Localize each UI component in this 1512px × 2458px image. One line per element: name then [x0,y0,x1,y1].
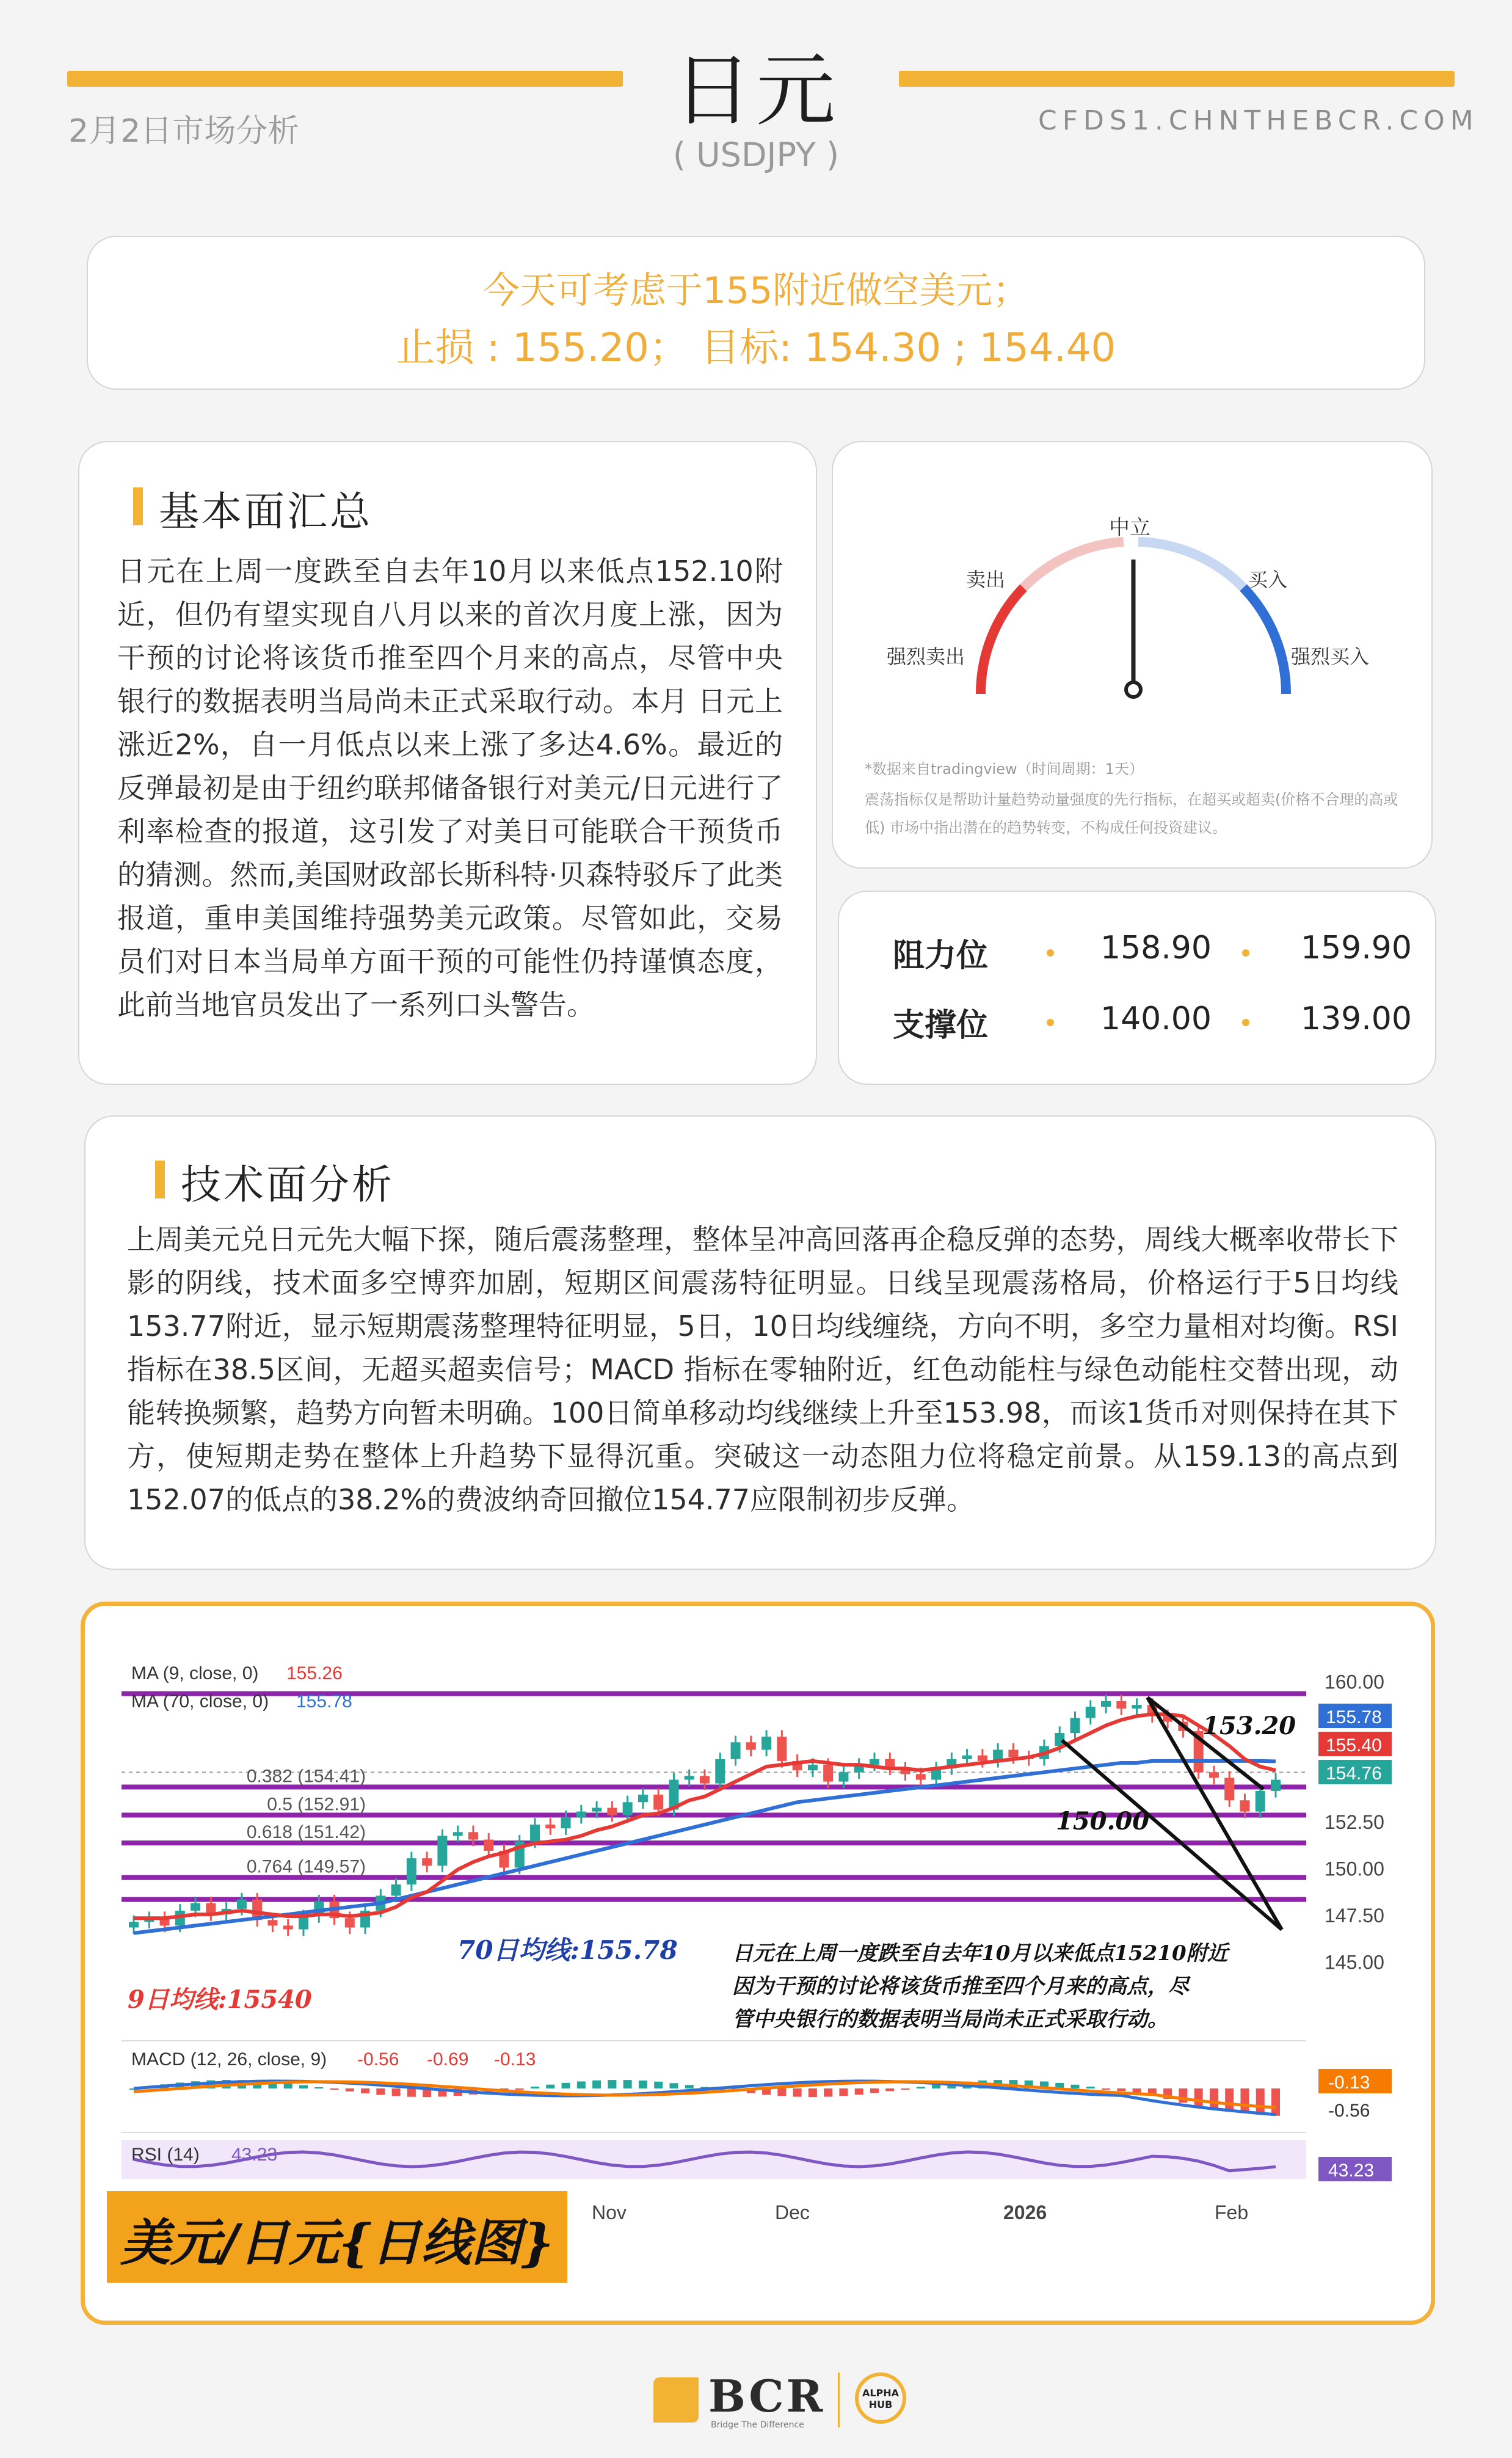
candle-body [468,1832,478,1839]
gauge-label-strong-sell: 强烈卖出 [887,645,965,668]
bcr-logo-icon [653,2377,699,2423]
macd-bar [777,2088,786,2096]
candle-body [1070,1718,1080,1734]
trade-box [87,236,1425,390]
candle-body [731,1742,741,1759]
candle-body [916,1774,926,1779]
macd-bar [1225,2088,1234,2111]
macd-value-3: -0.13 [494,2049,536,2070]
fundamental-title: 基本面汇总 [159,479,373,537]
macd-bar [793,2088,802,2097]
rsi-label: RSI (14) [131,2145,200,2165]
alpha-hub-text-2: HUB [868,2399,893,2410]
resistance-1: 158.90 [1100,930,1212,966]
site-url: CFDS1.CHNTHEBCR.COM [1038,105,1479,136]
candle-body [191,1903,200,1911]
header-bar-right [899,71,1455,87]
chart-title-box [107,2191,567,2283]
gauge-arc-red [981,588,1023,694]
macd-bar [562,2083,570,2088]
candle-body [1008,1750,1018,1757]
gauge-arc-blue [1243,588,1286,694]
technical-card [84,1115,1436,1570]
candle-body [1086,1707,1096,1718]
ma9-legend: MA (9, close, 0) [131,1663,259,1683]
ma70-note: 70日均线:155.78 [457,1935,678,1965]
chart-note-line-3: 管中央银行的数据表明当局尚未正式采取行动。 [732,2007,1168,2032]
macd-bar [885,2088,894,2091]
candle-body [1101,1701,1111,1707]
resistance-label: 阻力位 [893,938,989,974]
candle-body [453,1832,463,1836]
alpha-hub-icon [855,2372,906,2424]
candle-body [870,1759,879,1765]
macd-bar [685,2085,694,2088]
technical-text: 上周美元兑日元先大幅下探，随后震荡整理，整体呈冲高回落再企稳反弹的态势，周线大概率收带长下影的阴线，技术面多空博弈加剧，短期区间震荡特征明显。日线呈现震荡格局，价格运行于5日均线153.77附近，显示短期震荡整理特征明显，5日，10日均线缠绕，方向不明，多空力量相对均衡。RSI指标在38.5区间，无超买超卖信号；MACD 指标在零轴附近，红色动能柱与绿色动能柱交替出现，动能转换频繁，趋势方向暂未明确。100日简单移动均线继续上升至153.98，而该1货币对则保持在其下方，使短期走势在整体上升趋势下显得沉重。突破这一动态阻力位将稳定前景。从159.13的高点到152.07的低点的38.2%的费波纳奇回撤位154.77应限制初步反弹。 [127,1223,1398,1516]
page-title: 日元 [672,44,839,137]
macd-bar [932,2085,940,2088]
fundamental-card [78,441,817,1085]
candle-body [437,1836,447,1865]
macd-bar [376,2088,385,2095]
macd-bar [592,2081,601,2088]
candle-body [700,1776,710,1783]
trade-line-1: 今天可考虑于155附近做空美元； [482,269,1030,312]
bullet-dot [1047,949,1054,957]
macd-bar [407,2088,416,2097]
fundamental-text: 日元在上周一度跌至自去年10月以来低点152.10附近，但仍有望实现自八月以来的首次月度上涨，因为干预的讨论将该货币推至四个月来的高点，尽管中央银行的数据表明当局尚未正式采取行动。本月 日元上涨近2%，自一月低点以来上涨了多达4.6%。最近的反弹最初是由于纽约联邦储备银行对美元/日元进行了利率检查的报道，这引发了对美日可能联合干预货币的猜测。然而,美国财政部长斯科特·贝森特驳斥了此类报道，重申美国维持强势美元政策。尽管如此，交易员们对日本当局单方面干预的可能性仍持谨慎态度，此前当地官员发出了一系列口头警告。 [117,555,783,1021]
gauge-label-buy: 买入 [1248,568,1288,591]
ma9-legend-value: 155.26 [286,1663,343,1683]
gauge-arc-blue-light [1138,542,1243,588]
candle-body [808,1765,818,1770]
candle-body [422,1858,432,1865]
macd-bar [1271,2088,1280,2116]
macd-bar [608,2080,616,2088]
macd-bar [855,2088,863,2095]
rsi-value-label: 43.23 [231,2145,278,2165]
fib-label: 0.382 (154.41) [246,1766,366,1787]
candle-body [1271,1780,1281,1791]
macd-bar [901,2088,910,2090]
brand-tagline: Bridge The Difference [711,2420,804,2430]
brand-name: BCR [708,2370,826,2422]
macd-bar [314,2087,323,2088]
candle-body [715,1759,725,1784]
candle-body [1116,1701,1126,1709]
header-date: 2月2日市场分析 [68,113,300,150]
macd-bar [839,2088,848,2096]
candle-body [530,1825,540,1842]
candle-body [777,1737,787,1761]
price-tag-label: 155.40 [1326,1735,1382,1756]
macd-bar [1117,2088,1125,2091]
macd-bar [917,2087,925,2088]
bullet-dot [1242,949,1249,957]
macd-bar [1086,2087,1095,2088]
y-tick-label: 150.00 [1325,1858,1384,1880]
x-tick-label: Dec [775,2201,810,2223]
macd-tag-label: -0.13 [1328,2073,1370,2093]
candle-body [129,1922,139,1927]
macd-bar [1256,2088,1265,2115]
candle-body [576,1812,586,1817]
chart-note-line-1: 日元在上周一度跌至自去年10月以来低点15210附近 [732,1941,1228,1966]
candle-body [407,1858,416,1884]
candle-body [391,1884,401,1895]
candle-body [607,1808,617,1815]
chart-title: 美元/日元{日线图} [120,2214,554,2272]
fib-label: 0.5 (152.91) [267,1794,366,1815]
gauge-label-neutral: 中立 [1109,516,1150,540]
gauge-note-disclaimer: 震荡指标仅是帮助计量趋势动量强度的先行指标，在超买或超卖(价格不合理的高或低) 市场中指出潜在的趋势转变，不构成任何投资建议。 [865,791,1398,836]
macd-bar [824,2088,832,2097]
macd-bar [346,2088,354,2091]
fib-label: 0.618 (151.42) [246,1822,366,1843]
macd-bar [515,2088,524,2090]
annotation-153: 153.20 [1202,1712,1296,1740]
candle-body [484,1840,493,1851]
candle-body [623,1802,633,1815]
header-bar-left [67,71,623,87]
candle-body [962,1756,972,1759]
candle-body [1224,1778,1234,1801]
rsi-band [122,2140,1306,2179]
y-tick-label: 152.50 [1325,1811,1384,1833]
macd-bar [1240,2088,1249,2113]
candle-body [1132,1705,1142,1709]
macd-bar [654,2082,663,2088]
macd-bar [1102,2088,1110,2090]
support-1: 140.00 [1100,1001,1212,1037]
candle-body [592,1808,602,1812]
macd-bar [623,2080,632,2088]
macd-label: MACD (12, 26, close, 9) [131,2049,327,2070]
macd-value-1: -0.56 [357,2049,399,2070]
y-tick-label: 160.00 [1325,1671,1384,1693]
x-tick-label: Feb [1215,2201,1249,2223]
gauge-pivot [1126,682,1141,697]
price-tag-label: 154.76 [1326,1763,1382,1784]
macd-bar [531,2087,539,2088]
gauge-label-strong-buy: 强烈买入 [1291,645,1370,668]
candle-body [545,1825,555,1828]
page-subtitle: ( USDJPY ) [672,136,840,174]
macd-bar [577,2081,586,2088]
candle-body [267,1920,277,1925]
macd-tag-label-2: -0.56 [1328,2101,1370,2121]
macd-bar [639,2081,647,2088]
bullet-dot [1047,1019,1054,1026]
technical-title: 技术面分析 [181,1152,394,1210]
macd-bar [330,2088,339,2090]
footer-divider [838,2372,840,2427]
x-tick-label: 2026 [1003,2201,1047,2223]
footer-logo [647,2365,928,2432]
macd-bar [1210,2088,1218,2109]
candle-body [746,1742,756,1749]
y-tick-label: 145.00 [1325,1951,1384,1974]
levels-card [838,891,1436,1085]
ma9-note: 9日均线:15540 [128,1985,312,2014]
annotation-150: 150.00 [1056,1807,1150,1836]
gauge-card [832,441,1433,869]
candle-body [283,1925,293,1929]
macd-value-2: -0.69 [427,2049,469,2070]
gauge-label-sell: 卖出 [966,568,1006,591]
ma70-legend-value: 155.78 [296,1691,352,1712]
chart-card [81,1602,1435,2325]
trade-line-2: 止损 : 155.20； 目标: 154.30 ; 154.40 [396,326,1116,371]
ma70-legend: MA (70, close, 0) [131,1691,269,1712]
candle-body [638,1795,648,1802]
resistance-2: 159.90 [1301,930,1412,966]
rsi-tag-label: 43.23 [1328,2161,1375,2181]
candle-body [653,1795,663,1810]
y-tick-label: 147.50 [1325,1905,1384,1927]
alpha-hub-text-1: ALPHA [862,2387,900,2399]
candle-body [299,1916,308,1929]
macd-bar [669,2083,678,2088]
candle-body [761,1737,771,1749]
candle-body [561,1817,571,1828]
support-label: 支撑位 [893,1007,989,1044]
candle-body [685,1776,694,1779]
gauge-note-source: *数据来自tradingview（时间周期：1天） [865,760,1144,778]
macd-bar [299,2085,308,2088]
macd-bar [809,2088,817,2097]
candle-body [1256,1791,1265,1812]
support-2: 139.00 [1301,1001,1412,1037]
chart-note-line-2: 因为干预的讨论将该货币推至四个月来的高点，尽 [732,1974,1189,1999]
candle-body [1209,1772,1219,1778]
candle-body [823,1765,833,1782]
price-tag-label: 155.78 [1326,1707,1382,1727]
gauge-arc-red-light [1023,542,1124,588]
candle-body [838,1772,848,1781]
macd-bar [392,2088,401,2096]
macd-bar [1194,2088,1203,2106]
candle-body [1240,1800,1249,1811]
macd-bar [870,2088,879,2093]
fib-label: 0.764 (149.57) [246,1856,366,1877]
macd-bar [1070,2085,1079,2088]
macd-bar [546,2085,554,2088]
bullet-dot [1242,1019,1249,1026]
macd-bar [361,2088,369,2093]
candle-body [978,1756,987,1761]
candle-body [345,1918,355,1927]
macd-bar [284,2084,293,2088]
candle-body [237,1900,247,1909]
x-tick-label: Nov [592,2201,627,2223]
